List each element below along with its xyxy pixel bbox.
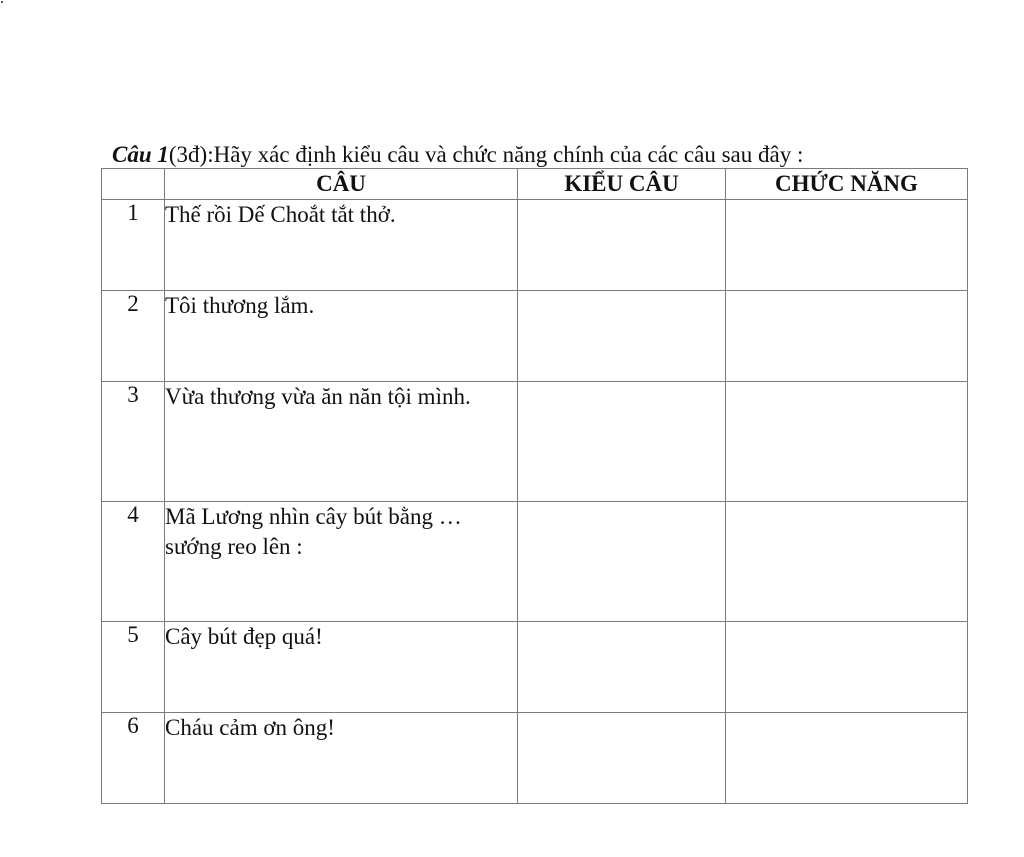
row-type-cell [518, 713, 726, 804]
row-number: 3 [102, 382, 165, 502]
row-number: 6 [102, 713, 165, 804]
row-function-cell [726, 713, 968, 804]
row-type-cell [518, 382, 726, 502]
table-row [102, 291, 968, 382]
header-sentence-type: KIỂU CÂU [518, 169, 726, 200]
row-number: 4 [102, 502, 165, 622]
table-row [102, 502, 968, 622]
row-function-cell [726, 291, 968, 382]
row-function-cell [726, 382, 968, 502]
speck-mark [1, 1, 3, 3]
row-number: 1 [102, 200, 165, 291]
row-sentence: Cháu cảm ơn ông! [165, 713, 518, 804]
header-sentence: CÂU [165, 169, 518, 200]
question-text: (3đ):Hãy xác định kiểu câu và chức năng chính của các câu sau đây : [168, 142, 804, 167]
row-sentence: Tôi thương lắm. [165, 291, 518, 382]
row-sentence: Cây bút đẹp quá! [165, 622, 518, 713]
row-type-cell [518, 200, 726, 291]
table-header-row [102, 169, 968, 200]
table-row [102, 200, 968, 291]
row-type-cell [518, 622, 726, 713]
header-number [102, 169, 165, 200]
row-number: 5 [102, 622, 165, 713]
table-row [102, 622, 968, 713]
table-row [102, 713, 968, 804]
row-function-cell [726, 622, 968, 713]
question-label: Câu 1 [112, 142, 169, 167]
exercise-table [101, 168, 968, 804]
header-function: CHỨC NĂNG [726, 169, 968, 200]
row-type-cell [518, 291, 726, 382]
row-sentence: Vừa thương vừa ăn năn tội mình. [165, 382, 518, 502]
question-heading [112, 141, 803, 169]
row-function-cell [726, 200, 968, 291]
row-sentence: Thế rồi Dế Choắt tắt thở. [165, 200, 518, 291]
row-number: 2 [102, 291, 165, 382]
row-function-cell [726, 502, 968, 622]
table-row [102, 382, 968, 502]
row-type-cell [518, 502, 726, 622]
row-sentence: Mã Lương nhìn cây bút bằng … sướng reo lên : [165, 502, 518, 622]
